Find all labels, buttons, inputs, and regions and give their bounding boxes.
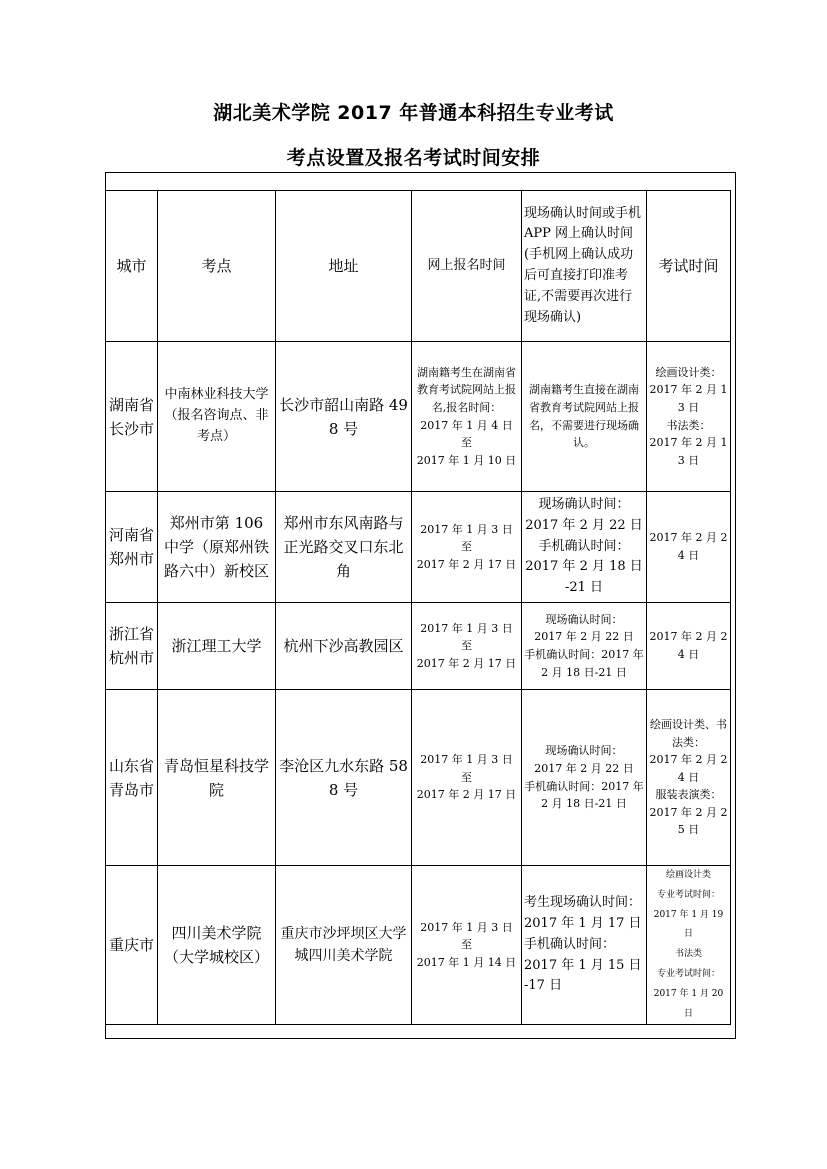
header-address: 地址 bbox=[276, 191, 412, 342]
cell-confirmation-time: 现场确认时间： 2017 年 2 月 22 日 手机确认时间：2017 年 2 月 18 日-21 日 bbox=[522, 690, 647, 866]
cell-exam-time: 2017 年 2 月 24 日 bbox=[647, 492, 731, 603]
cell-address: 重庆市沙坪坝区大学城四川美术学院 bbox=[276, 866, 412, 1025]
cell-city: 河南省郑州市 bbox=[106, 492, 158, 603]
table-row bbox=[106, 342, 731, 492]
cell-address: 杭州下沙高教园区 bbox=[276, 603, 412, 690]
cell-venue: 中南林业科技大学 （报名咨询点、非考点） bbox=[158, 342, 276, 492]
cell-city: 湖南省长沙市 bbox=[106, 342, 158, 492]
cell-online-registration: 2017 年 1 月 3 日 至 2017 年 2 月 17 日 bbox=[412, 492, 522, 603]
cell-city: 浙江省杭州市 bbox=[106, 603, 158, 690]
cell-confirmation-time: 现场确认时间： 2017 年 2 月 22 日 手机确认时间：2017 年 2 月 18 日-21 日 bbox=[522, 603, 647, 690]
header-confirmation-time: 现场确认时间或手机 APP 网上确认时间(手机网上确认成功后可直接打印准考证,不需要再次进行现场确认) bbox=[522, 191, 647, 342]
document-subtitle: 考点设置及报名考试时间安排 bbox=[286, 147, 541, 169]
cell-address: 李沧区九水东路 588 号 bbox=[276, 690, 412, 866]
cell-exam-time: 2017 年 2 月 24 日 bbox=[647, 603, 731, 690]
cell-online-registration: 2017 年 1 月 3 日 至 2017 年 2 月 17 日 bbox=[412, 603, 522, 690]
document-title: 湖北美术学院 2017 年普通本科招生专业考试 bbox=[213, 102, 614, 124]
header-city: 城市 bbox=[106, 191, 158, 342]
cell-exam-time: 绘画设计类 专业考试时间： 2017 年 1 月 19 日 书法类 专业考试时间： 2017 年 1 月 20 日 bbox=[647, 866, 731, 1025]
header-venue: 考点 bbox=[158, 191, 276, 342]
cell-online-registration: 2017 年 1 月 3 日 至 2017 年 1 月 14 日 bbox=[412, 866, 522, 1025]
table-row bbox=[106, 492, 731, 603]
cell-confirmation-time: 现场确认时间： 2017 年 2 月 22 日 手机确认时间： 2017 年 2 月 18 日 -21 日 bbox=[522, 492, 647, 603]
table-header-row bbox=[106, 191, 731, 342]
cell-venue: 四川美术学院（大学城校区） bbox=[158, 866, 276, 1025]
cell-venue: 青岛恒星科技学院 bbox=[158, 690, 276, 866]
cell-online-registration: 2017 年 1 月 3 日 至 2017 年 2 月 17 日 bbox=[412, 690, 522, 866]
cell-address: 长沙市韶山南路 498 号 bbox=[276, 342, 412, 492]
header-exam-time: 考试时间 bbox=[647, 191, 731, 342]
cell-exam-time: 绘画设计类： 2017 年 2 月 13 日 书法类： 2017 年 2 月 13 日 bbox=[647, 342, 731, 492]
cell-city: 重庆市 bbox=[106, 866, 158, 1025]
cell-venue: 浙江理工大学 bbox=[158, 603, 276, 690]
cell-address: 郑州市东风南路与正光路交叉口东北角 bbox=[276, 492, 412, 603]
cell-exam-time: 绘画设计类、书法类： 2017 年 2 月 24 日 服装表演类： 2017 年 2 月 25 日 bbox=[647, 690, 731, 866]
header-online-registration: 网上报名时间 bbox=[412, 191, 522, 342]
cell-city: 山东省青岛市 bbox=[106, 690, 158, 866]
table-row bbox=[106, 866, 731, 1025]
cell-online-registration: 湖南籍考生在湖南省教育考试院网站上报名,报名时间： 2017 年 1 月 4 日 至 2017 年 1 月 10 日 bbox=[412, 342, 522, 492]
table-row bbox=[106, 690, 731, 866]
cell-venue: 郑州市第 106 中学（原郑州铁路六中）新校区 bbox=[158, 492, 276, 603]
cell-confirmation-time: 考生现场确认时间：2017 年 1 月 17 日 手机确认时间： 2017 年 1 月 15 日 -17 日 bbox=[522, 866, 647, 1025]
table-row bbox=[106, 603, 731, 690]
exam-schedule-table bbox=[105, 190, 731, 1025]
cell-confirmation-time: 湖南籍考生直接在湖南省教育考试院网站上报名，不需要进行现场确认。 bbox=[522, 342, 647, 492]
